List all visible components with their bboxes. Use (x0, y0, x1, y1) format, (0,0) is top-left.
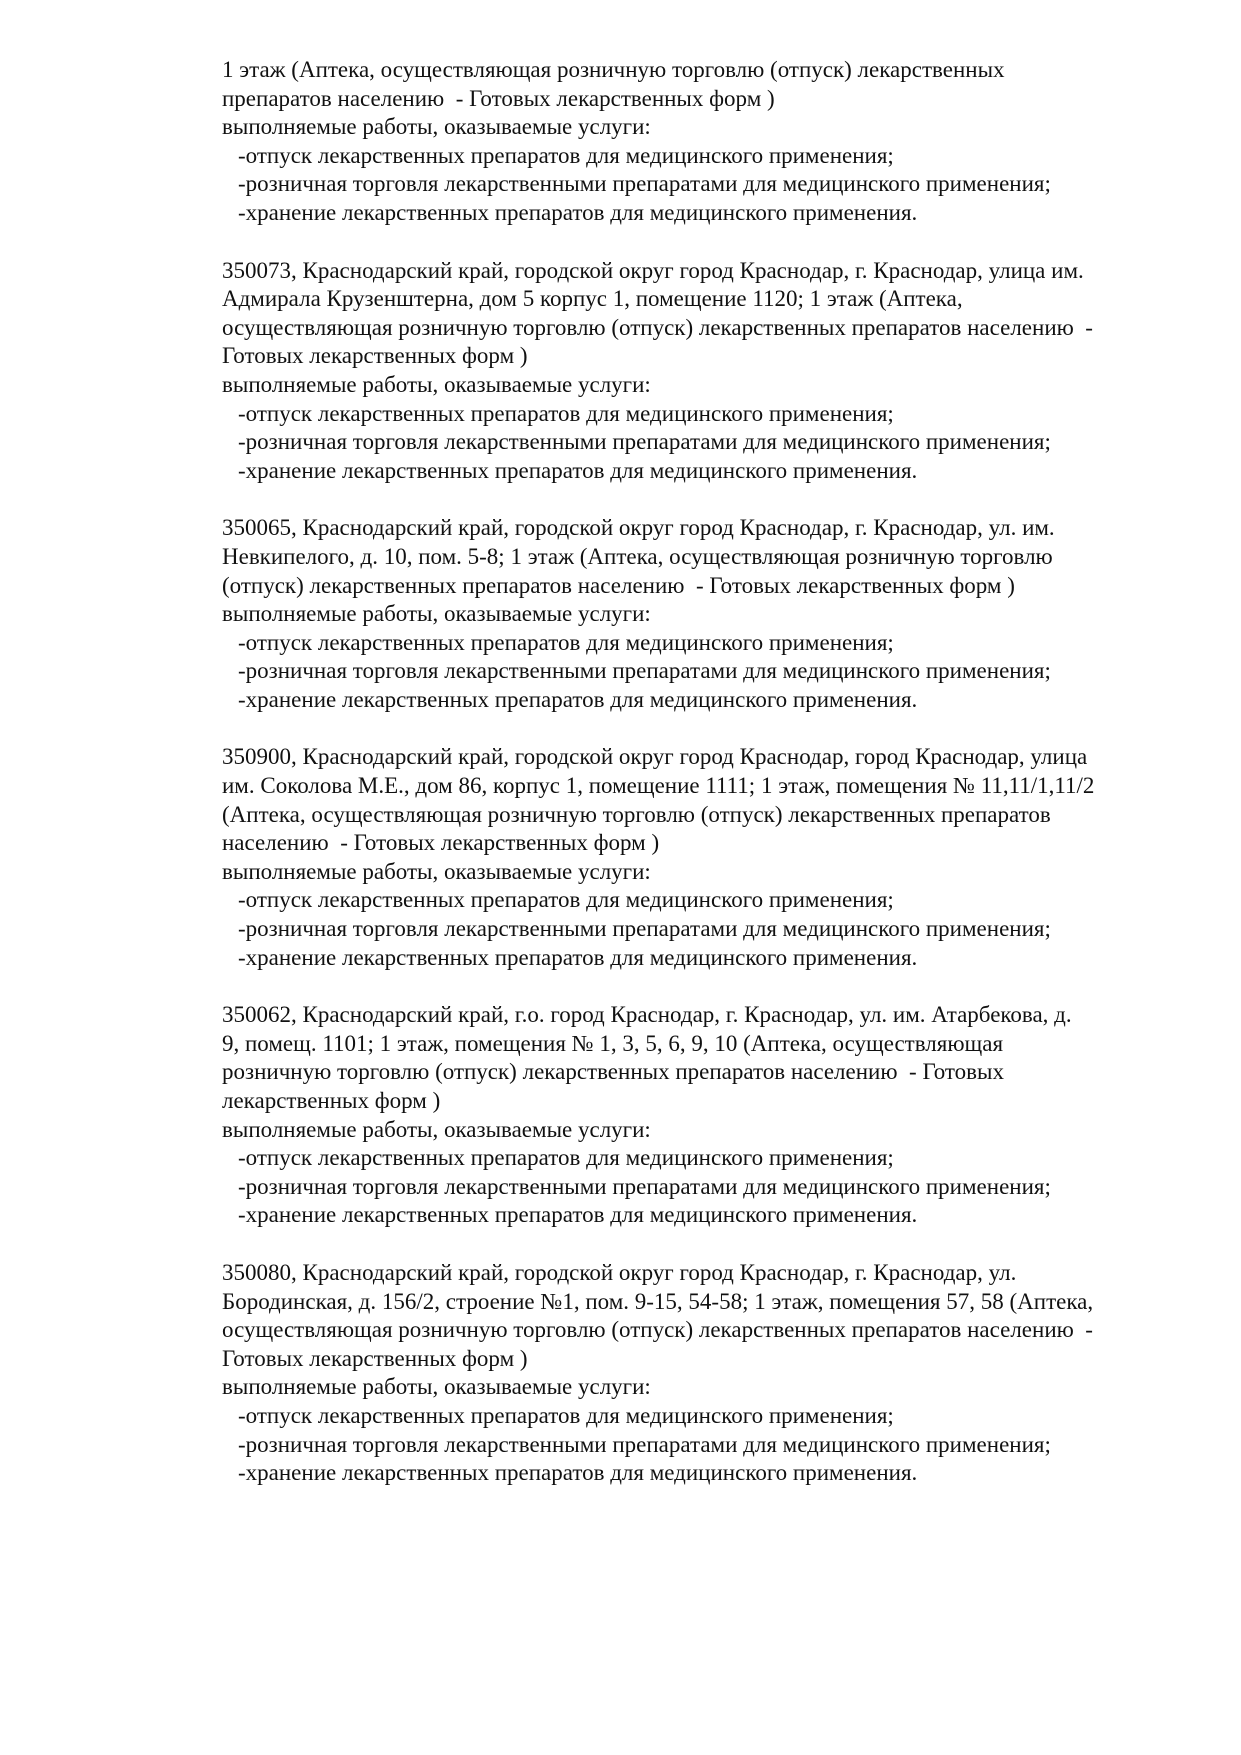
address-line: 350073, Краснодарский край, городской округ город Краснодар, г. Краснодар, улица им. (222, 257, 1084, 283)
service-item: -хранение лекарственных препаратов для медицинского применения. (238, 686, 918, 712)
service-item: -розничная торговля лекарственными препаратами для медицинского применения; (238, 1173, 1051, 1199)
address-line: 1 этаж (Аптека, осуществляющая розничную торговлю (отпуск) лекарственных (222, 57, 1005, 82)
service-item: -хранение лекарственных препаратов для медицинского применения. (238, 457, 918, 483)
service-item: -отпуск лекарственных препаратов для медицинского применения; (238, 1145, 894, 1171)
address-line: 9, помещ. 1101; 1 этаж, помещения № 1, 3, 5, 6, 9, 10 (Аптека, осуществляющая (222, 1030, 1004, 1056)
address-line: розничную торговлю (отпуск) лекарственных препаратов населению - Готовых (222, 1059, 1004, 1085)
service-item: -отпуск лекарственных препаратов для медицинского применения; (238, 887, 894, 913)
license-address-block (222, 56, 1222, 228)
service-item: -розничная торговля лекарственными препаратами для медицинского применения; (238, 1431, 1051, 1457)
address-line: Готовых лекарственных форм ) (222, 343, 528, 369)
address-line: Невкипелого, д. 10, пом. 5-8; 1 этаж (Аптека, осуществляющая розничную торговлю (222, 543, 1053, 569)
address-line: препаратов населению - Готовых лекарственных форм ) (222, 85, 775, 111)
address-line: Адмирала Крузенштерна, дом 5 корпус 1, помещение 1120; 1 этаж (Аптека, (222, 286, 963, 312)
address-line: осуществляющая розничную торговлю (отпуск) лекарственных препаратов населению - (222, 314, 1093, 340)
address-line: (Аптека, осуществляющая розничную торговлю (отпуск) лекарственных препаратов (222, 801, 1051, 827)
address-line: 350062, Краснодарский край, г.о. город Краснодар, г. Краснодар, ул. им. Атарбекова, д. (222, 1002, 1072, 1028)
service-item: -розничная торговля лекарственными препаратами для медицинского применения; (238, 916, 1051, 942)
services-title: выполняемые работы, оказываемые услуги: (222, 601, 651, 627)
address-line: лекарственных форм ) (222, 1088, 441, 1113)
services-title: выполняемые работы, оказываемые услуги: (222, 1374, 651, 1400)
service-item: -хранение лекарственных препаратов для медицинского применения. (238, 1460, 918, 1486)
service-item: -хранение лекарственных препаратов для медицинского применения. (238, 199, 918, 225)
services-title: выполняемые работы, оказываемые услуги: (222, 371, 651, 397)
address-line: населению - Готовых лекарственных форм ) (222, 830, 660, 856)
service-item: -отпуск лекарственных препаратов для медицинского применения; (238, 400, 894, 426)
service-item: -отпуск лекарственных препаратов для медицинского применения; (238, 1402, 894, 1428)
services-title: выполняемые работы, оказываемые услуги: (222, 1116, 651, 1142)
license-address-block (222, 257, 1222, 486)
address-line: 350080, Краснодарский край, городской округ город Краснодар, г. Краснодар, ул. (222, 1259, 1017, 1285)
services-title: выполняемые работы, оказываемые услуги: (222, 114, 651, 140)
address-line: Готовых лекарственных форм ) (222, 1345, 528, 1371)
address-line: Бородинская, д. 156/2, строение №1, пом. 9-15, 54-58; 1 этаж, помещения 57, 58 (Аптека, (222, 1288, 1094, 1314)
license-address-block (222, 1001, 1222, 1230)
service-item: -отпуск лекарственных препаратов для медицинского применения; (238, 142, 894, 168)
services-title: выполняемые работы, оказываемые услуги: (222, 858, 651, 884)
license-address-block (222, 514, 1222, 714)
service-item: -розничная торговля лекарственными препаратами для медицинского применения; (238, 658, 1051, 684)
address-line: (отпуск) лекарственных препаратов населению - Готовых лекарственных форм ) (222, 572, 1015, 598)
address-line: 350900, Краснодарский край, городской округ город Краснодар, город Краснодар, улица (222, 744, 1088, 770)
service-item: -хранение лекарственных препаратов для медицинского применения. (238, 1202, 918, 1228)
address-line: осуществляющая розничную торговлю (отпуск) лекарственных препаратов населению - (222, 1317, 1093, 1343)
service-item: -розничная торговля лекарственными препаратами для медицинского применения; (238, 429, 1051, 455)
address-line: 350065, Краснодарский край, городской округ город Краснодар, г. Краснодар, ул. им. (222, 515, 1055, 541)
service-item: -отпуск лекарственных препаратов для медицинского применения; (238, 629, 894, 655)
service-item: -хранение лекарственных препаратов для медицинского применения. (238, 944, 918, 970)
license-address-block (222, 1259, 1222, 1488)
license-address-block (222, 743, 1222, 972)
address-line: им. Соколова М.Е., дом 86, корпус 1, помещение 1111; 1 этаж, помещения № 11,11/1,11/2 (222, 773, 1095, 799)
service-item: -розничная торговля лекарственными препаратами для медицинского применения; (238, 171, 1051, 197)
document-page (222, 56, 1222, 1517)
